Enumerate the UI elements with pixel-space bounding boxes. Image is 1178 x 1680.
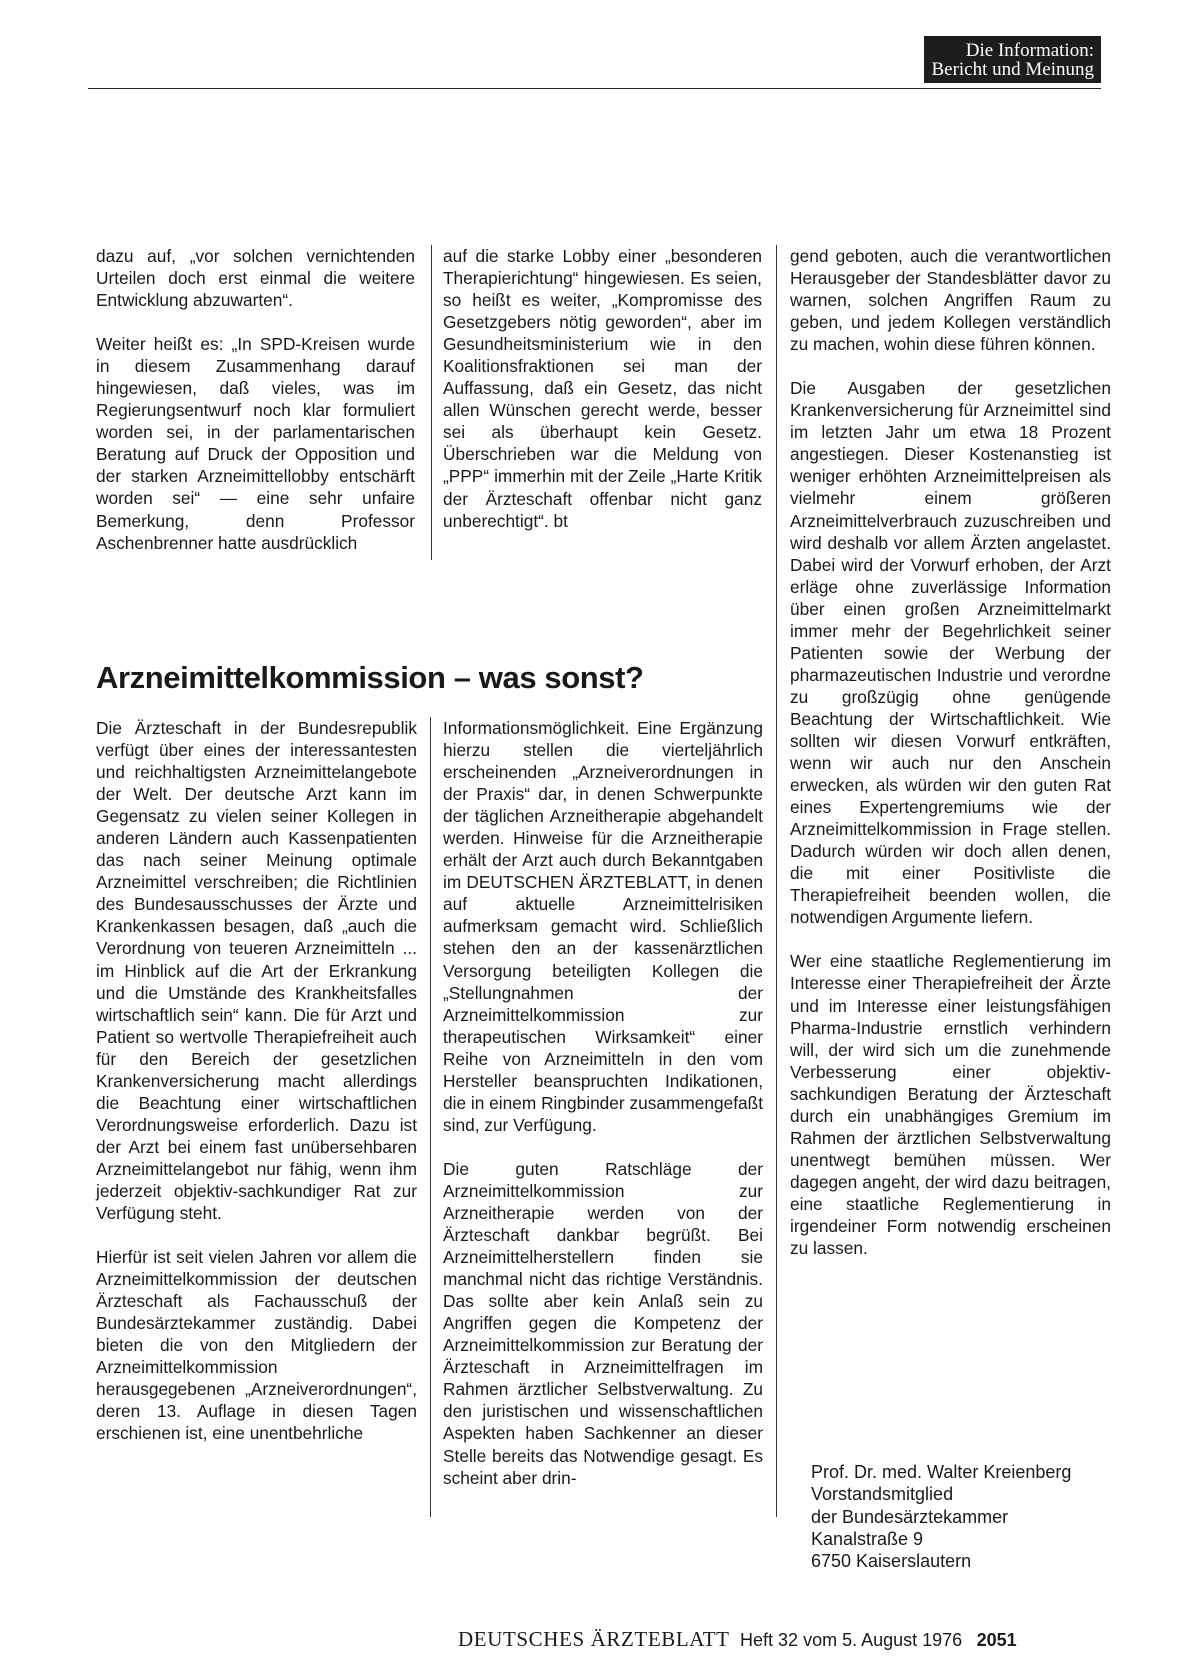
article-column-1 bbox=[96, 717, 417, 1445]
article-column-2 bbox=[443, 717, 763, 1489]
journal-masthead: DEUTSCHES ÄRZTEBLATT bbox=[458, 1627, 730, 1651]
section-label-line-1: Die Information: bbox=[965, 40, 1094, 61]
signature-line: Kanalstraße 9 bbox=[811, 1528, 924, 1549]
paragraph: Die Ausgaben der gesetzlichen Krankenversicherung für Arzneimittel sind im letzten Jahr um etwa 18 Prozent angestiegen. Dieser Kostenanstieg ist weniger erhöhten Arzneimittelpreisen als vielmehr einem größeren Arzneimittelverbrauch zuzuschreiben und wird deshalb vor allem Ärzten angelastet. Dabei wird der Vorwurf erhoben, der Arzt erläge ohne zuverlässige Information über einen großen Arzneimittelmarkt immer mehr der Begehrlichkeit seiner Patienten sowie der Werbung der pharmazeutischen Industrie und verordne zu großzügig ohne genügende Beachtung der Wirtschaftlichkeit. Wie sollten wir diesen Vorwurf entkräften, wenn wir auch nur den Anschein erwecken, als würden wir den guten Rat eines Expertengremiums wie der Arzneimittelkommission in Frage stellen. Dadurch würden wir doch allen denen, die mit einer Positivliste die Therapiefreiheit beenden wollen, die notwendigen Argumente liefern. bbox=[790, 378, 1111, 928]
issue-info: Heft 32 vom 5. August 1976 bbox=[740, 1630, 963, 1650]
column-divider bbox=[431, 245, 432, 560]
top-column-1 bbox=[96, 245, 415, 554]
signature-line: Prof. Dr. med. Walter Kreienberg bbox=[811, 1462, 1072, 1482]
paragraph: auf die starke Lobby einer „besonderen Therapierichtung“ hingewiesen. Es seien, so heißt es weiter, „Kompromisse des Gesetzgebers nötig geworden“, aber im Gesundheitsministerium wie in den Koalitionsfraktionen sei man der Auffassung, daß ein Gesetz, das nicht allen Wünschen gerecht werde, besser sei als überhaupt kein Gesetz. Überschrieben war die Meldung von „PPP“ immerhin mit der Zeile „Harte Kritik der Ärzteschaft offenbar nicht ganz unberechtigt“. bt bbox=[443, 246, 762, 531]
paragraph: dazu auf, „vor solchen vernichtenden Urteilen doch erst einmal die weitere Entwicklung abzuwarten“. bbox=[96, 246, 415, 311]
signature-line: 6750 Kaiserslautern bbox=[811, 1551, 972, 1572]
header-rule bbox=[88, 88, 1101, 89]
paragraph: Weiter heißt es: „In SPD-Kreisen wurde in diesem Zusammenhang darauf hingewiesen, daß vieles, was im Regierungsentwurf noch klar formuliert worden sei, in der parlamentarischen Beratung auf Druck der Opposition und der starken Arzneimittellobby entschärft worden sei“ — eine sehr unfaire Bemerkung, denn Professor Aschenbrenner hatte ausdrücklich bbox=[96, 334, 415, 553]
section-label-line-2: Bericht und Meinung bbox=[931, 59, 1094, 80]
paragraph: gend geboten, auch die verantwortlichen Herausgeber der Standesblätter davor zu warnen, solchen Angriffen Raum zu geben, und jedem Kollegen verständlich zu machen, wohin diese führen können. bbox=[790, 246, 1111, 355]
article-column-3 bbox=[790, 245, 1111, 1259]
author-signature bbox=[811, 1461, 1071, 1572]
top-column-2 bbox=[443, 245, 762, 532]
signature-line: der Bundesärztekammer bbox=[811, 1506, 1009, 1527]
paragraph: Die guten Ratschläge der Arzneimittelkommission zur Arzneitherapie werden von der Ärzteschaft dankbar begrüßt. Bei Arzneimittelherstellern finden sie manchmal nicht das richtige Verständnis. Das sollte aber kein Anlaß sein zu Angriffen gegen die Kompetenz der Arzneimittelkommission zur Beratung der Ärzteschaft in Arzneimittelfragen im Rahmen ärztlicher Selbstverwaltung. Zu den juristischen und wissenschaftlichen Aspekten haben Sachkenner an dieser Stelle bereits das Notwendige gesagt. Es scheint aber drin- bbox=[443, 1158, 763, 1488]
page-number: 2051 bbox=[976, 1630, 1017, 1650]
page-footer bbox=[458, 1627, 1017, 1652]
paragraph: Wer eine staatliche Reglementierung im Interesse einer Therapiefreiheit der Ärzte und im Interesse einer leistungsfähigen Pharma-Industrie ernstlich verhindern will, der wird sich um die zunehmende Verbesserung einer objektiv-sachkundigen Beratung der Ärzteschaft durch ein unabhängiges Gremium im Rahmen der ärztlichen Selbstverwaltung unentwegt bemühen müssen. Wer dagegen angeht, der wird dazu beitragen, eine staatliche Reglementierung in irgendeiner Form notwendig erscheinen zu lassen. bbox=[790, 951, 1111, 1259]
column-divider bbox=[776, 245, 777, 1517]
signature-line: Vorstandsmitglied bbox=[811, 1484, 954, 1505]
paragraph: Informationsmöglichkeit. Eine Ergänzung hierzu stellen die vierteljährlich erscheinenden „Arzneiverordnungen in der Praxis“ dar, in denen Schwerpunkte der täglichen Arzneitherapie abgehandelt werden. Hinweise für die Arzneitherapie erhält der Arzt auch durch Bekanntgaben im DEUTSCHEN ÄRZTEBLATT, in denen auf aktuelle Arzneimittelrisiken aufmerksam gemacht wird. Schließlich stehen den an der kassenärztlichen Versorgung beteiligten Kollegen die „Stellungnahmen der Arzneimittelkommission zur therapeutischen Wirksamkeit“ einer Reihe von Arzneimitteln in den vom Hersteller beanspruchten Indikationen, die in einem Ringbinder zusammengefaßt sind, zur Verfügung. bbox=[443, 718, 763, 1135]
article-headline: Arzneimittelkommission – was sonst? bbox=[96, 660, 644, 695]
section-label bbox=[924, 36, 1101, 83]
paragraph: Hierfür ist seit vielen Jahren vor allem die Arzneimittelkommission der deutschen Ärzteschaft als Fachausschuß der Bundesärztekammer zuständig. Dabei bieten die von den Mitgliedern der Arzneimittelkommission herausgegebenen „Arzneiverordnungen“, deren 13. Auflage in diesen Tagen erschienen ist, eine unentbehrliche bbox=[96, 1247, 417, 1444]
paragraph: Die Ärzteschaft in der Bundesrepublik verfügt über eines der interessantesten und reichhaltigsten Arzneimittelangebote der Welt. Der deutsche Arzt kann im Gegensatz zu vielen seiner Kollegen in anderen Ländern auch Kassenpatienten das nach seiner Meinung optimale Arzneimittel verschreiben; die Richtlinien des Bundesausschusses der Ärzte und Krankenkassen besagen, daß „auch die Verordnung von teueren Arzneimitteln ... im Hinblick auf die Art der Erkrankung und die Umstände des Krankheitsfalles wirtschaftlich sein“ kann. Die für Arzt und Patient so wertvolle Therapiefreiheit auch für den Bereich der gesetzlichen Krankenversicherung macht allerdings die Beachtung einer wirtschaftlichen Verordnungsweise erforderlich. Dazu ist der Arzt bei einem fast unübersehbaren Arzneimittelangebot nur fähig, wenn ihm jederzeit objektiv-sachkundiger Rat zur Verfügung steht. bbox=[96, 718, 417, 1224]
column-divider bbox=[430, 717, 431, 1517]
